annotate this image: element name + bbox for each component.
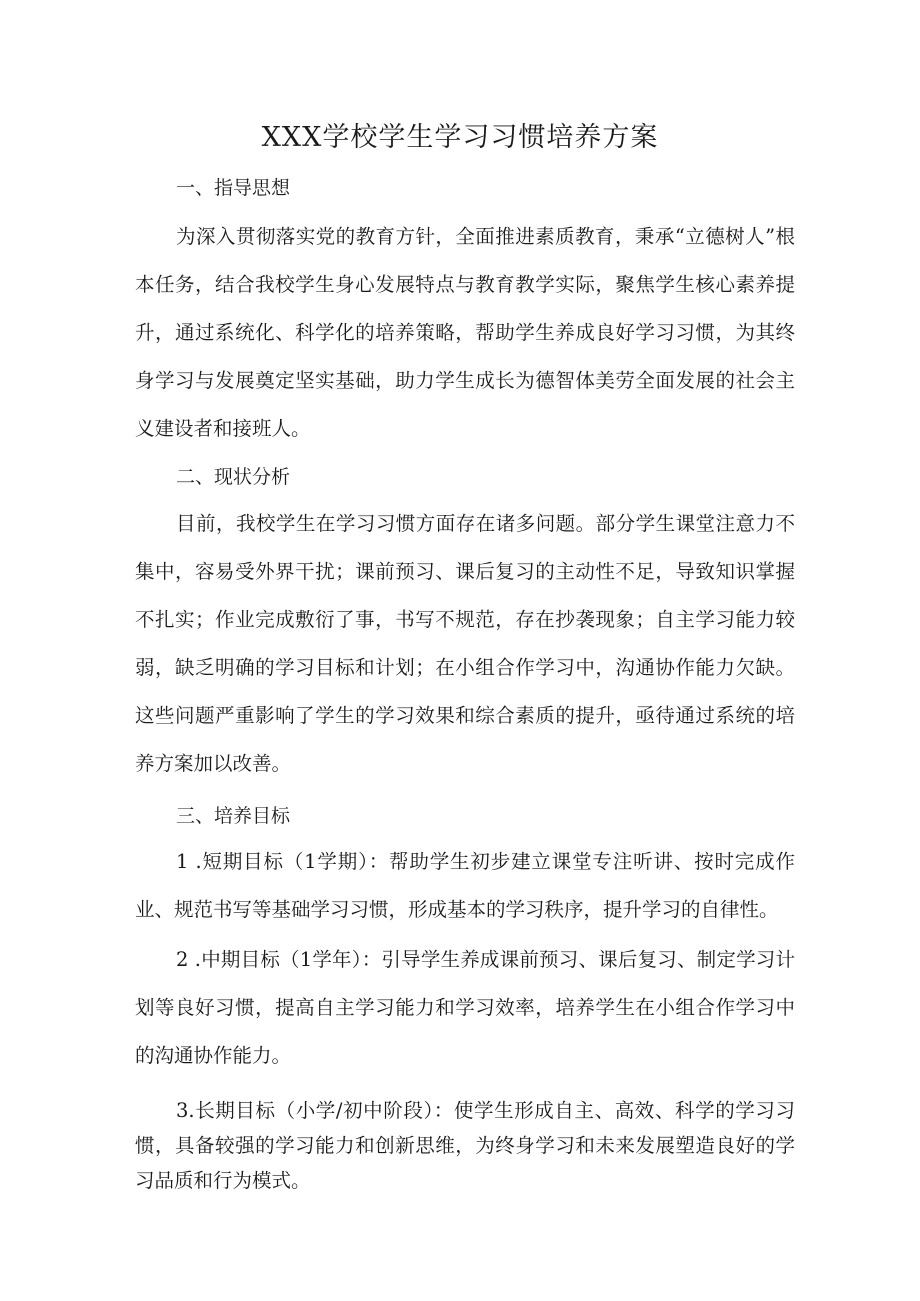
document-title: XXX学校学生学习习惯培养方案 [261, 122, 659, 153]
section-body-status-analysis [135, 500, 795, 788]
section-heading-guiding-ideology: 一、指导思想 [176, 177, 291, 199]
paragraph: 为深入贯彻落实党的教育方针，全面推进素质教育，秉承“立德树人”根本任务，结合我校学生身心发展特点与教育教学实际，聚焦学生核心素养提升，通过系统化、科学化的培养策略，帮助学生养成良好学习习惯，为其终身学习与发展奠定坚实基础，助力学生成长为德智体美劳全面发展的社会主义建设者和接班人。 [135, 225, 795, 440]
section-heading-status-analysis: 二、现状分析 [176, 466, 291, 488]
paragraph: 3.长期目标（小学/初中阶段）：使学生形成自主、高效、科学的学习习惯，具备较强的学习能力和创新思维，为终身学习和未来发展塑造良好的学习品质和行为模式。 [135, 1099, 795, 1192]
goal-short-term [135, 838, 795, 934]
goal-mid-term [135, 936, 795, 1080]
paragraph: 2 .中期目标（1学年）：引导学生养成课前预习、课后复习、制定学习计划等良好习惯，提高自主学习能力和学习效率，培养学生在小组合作学习中的沟通协作能力。 [135, 948, 795, 1067]
section-body-guiding-ideology [135, 213, 795, 453]
section-heading-goals: 三、培养目标 [176, 805, 291, 827]
paragraph: 目前，我校学生在学习习惯方面存在诸多问题。部分学生课堂注意力不集中，容易受外界干扰；课前预习、课后复习的主动性不足，导致知识掌握不扎实；作业完成敷衍了事，书写不规范，存在抄袭现象；自主学习能力较弱，缺乏明确的学习目标和计划；在小组合作学习中，沟通协作能力欠缺。这些问题严重影响了学生的学习效果和综合素质的提升，亟待通过系统的培养方案加以改善。 [135, 512, 795, 775]
goal-long-term [135, 1093, 795, 1198]
paragraph: 1 .短期目标（1学期）：帮助学生初步建立课堂专注听讲、按时完成作业、规范书写等基础学习习惯，形成基本的学习秩序，提升学习的自律性。 [135, 850, 795, 921]
